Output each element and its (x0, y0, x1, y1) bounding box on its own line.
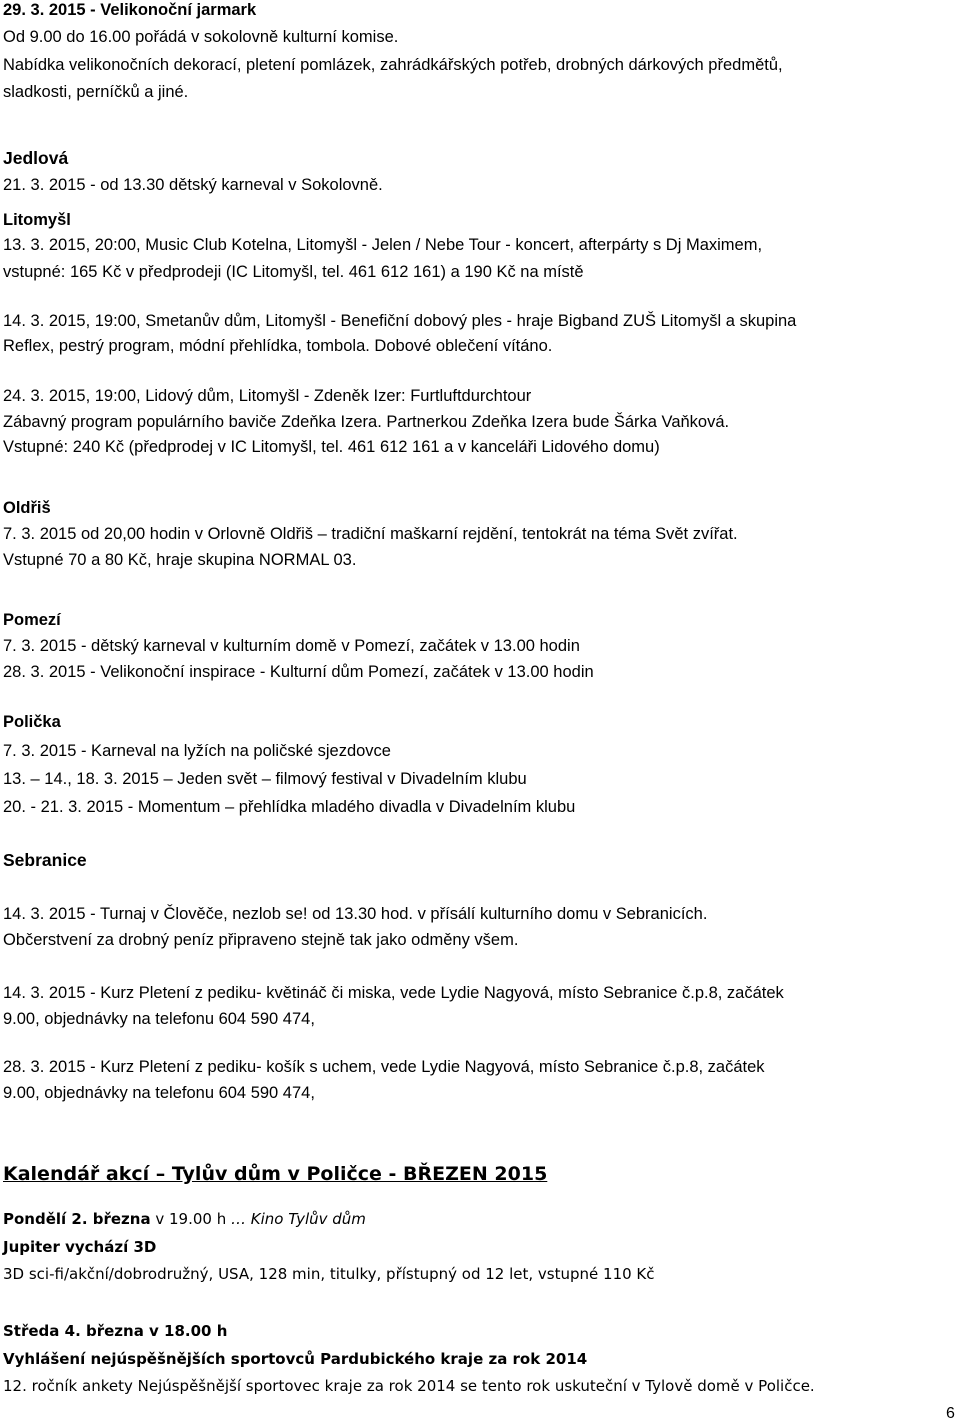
event-title: Vyhlášení nejúspěšnějších sportovců Pardubického kraje za rok 2014 (3, 1350, 588, 1368)
event-time: v 19.00 h (150, 1210, 231, 1228)
event-heading-velikonocni-jarmark: 29. 3. 2015 - Velikonoční jarmark (3, 1, 257, 19)
event-venue: … Kino Tylův dům (231, 1210, 366, 1228)
text-line: 14. 3. 2015 - Kurz Pletení z pediku- květináč či miska, vede Lydie Nagyová, místo Sebranice č.p.8, začátek (3, 984, 784, 1002)
page-number: 6 (946, 1405, 955, 1422)
calendar-title: Kalendář akcí – Tylův dům v Poličce - BŘEZEN 2015 (3, 1163, 548, 1185)
text-line: 9.00, objednávky na telefonu 604 590 474, (3, 1010, 315, 1028)
text-line: 28. 3. 2015 - Velikonoční inspirace - Kulturní dům Pomezí, začátek v 13.00 hodin (3, 663, 594, 681)
section-heading-oldris: Oldřiš (3, 499, 51, 517)
text-line: 24. 3. 2015, 19:00, Lidový dům, Litomyšl - Zdeněk Izer: Furtluftdurchtour (3, 387, 532, 405)
section-heading-pomezi: Pomezí (3, 611, 61, 629)
section-heading-sebranice: Sebranice (3, 850, 87, 870)
text-line: 7. 3. 2015 od 20,00 hodin v Orlovně Oldřiš – tradiční maškarní rejdění, tentokrát na téma Svět zvířat. (3, 525, 738, 543)
text-line: 21. 3. 2015 - od 13.30 dětský karneval v Sokolovně. (3, 176, 383, 194)
event-date-line: Středa 4. března v 18.00 h (3, 1322, 228, 1340)
text-line: 13. – 14., 18. 3. 2015 – Jeden svět – filmový festival v Divadelním klubu (3, 770, 527, 788)
text-line: Vstupné 70 a 80 Kč, hraje skupina NORMAL 03. (3, 551, 357, 569)
text-line: 20. - 21. 3. 2015 - Momentum – přehlídka mladého divadla v Divadelním klubu (3, 798, 576, 816)
text-line: Nabídka velikonočních dekorací, pletení pomlázek, zahrádkářských potřeb, drobných dárkových předmětů, (3, 56, 783, 74)
text-line: Zábavný program populárního baviče Zdeňka Izera. Partnerkou Zdeňka Izera bude Šárka Vaňková. (3, 413, 730, 431)
text-line: Od 9.00 do 16.00 pořádá v sokolovně kulturní komise. (3, 28, 399, 46)
text-line: Vstupné: 240 Kč (předprodej v IC Litomyšl, tel. 461 612 161 a v kanceláři Lidového domu) (3, 438, 660, 456)
text-line: 28. 3. 2015 - Kurz Pletení z pediku- košík s uchem, vede Lydie Nagyová, místo Sebranice č.p.8, začátek (3, 1058, 765, 1076)
text-line: sladkosti, perníčků a jiné. (3, 83, 189, 101)
event-date: Pondělí 2. března (3, 1210, 151, 1228)
text-line: Občerstvení za drobný peníz připraveno stejně tak jako odměny všem. (3, 931, 519, 949)
text-line: 14. 3. 2015, 19:00, Smetanův dům, Litomyšl - Benefiční dobový ples - hraje Bigband ZUŠ Litomyšl a skupina (3, 312, 797, 330)
event-description: 3D sci-fi/akční/dobrodružný, USA, 128 min, titulky, přístupný od 12 let, vstupné 110 Kč (3, 1265, 655, 1283)
event-description: 12. ročník ankety Nejúspěšnější sportovec kraje za rok 2014 se tento rok uskuteční v Tylově domě v Poličce. (3, 1377, 815, 1395)
section-heading-jedlova: Jedlová (3, 148, 69, 168)
section-heading-policka: Polička (3, 713, 61, 731)
event-title: Jupiter vychází 3D (3, 1238, 157, 1256)
text-line: 14. 3. 2015 - Turnaj v Člověče, nezlob se! od 13.30 hod. v přísálí kulturního domu v Sebranicích. (3, 905, 708, 923)
event-date-line (3, 1209, 366, 1229)
text-line: Reflex, pestrý program, módní přehlídka, tombola. Dobové oblečení vítáno. (3, 337, 553, 355)
section-heading-litomysl: Litomyšl (3, 211, 71, 229)
text-line: 7. 3. 2015 - Karneval na lyžích na poličské sjezdovce (3, 742, 391, 760)
text-line: 7. 3. 2015 - dětský karneval v kulturním domě v Pomezí, začátek v 13.00 hodin (3, 637, 580, 655)
text-line: vstupné: 165 Kč v předprodeji (IC Litomyšl, tel. 461 612 161) a 190 Kč na místě (3, 263, 584, 281)
text-line: 13. 3. 2015, 20:00, Music Club Kotelna, Litomyšl - Jelen / Nebe Tour - koncert, afterpárty s Dj Maximem, (3, 236, 763, 254)
text-line: 9.00, objednávky na telefonu 604 590 474, (3, 1084, 315, 1102)
